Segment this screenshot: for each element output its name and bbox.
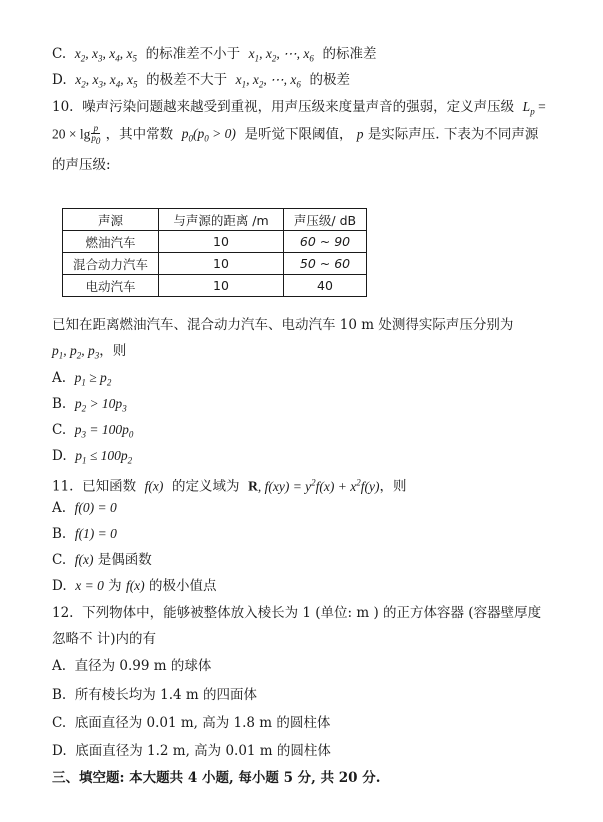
table-header: 声源 [63, 209, 159, 231]
math-expr: $x_1$, $x_2$, ⋯, $x_6$ [248, 46, 314, 64]
table-row [63, 231, 367, 253]
option-a-q11: A. f(0) = 0 [52, 500, 117, 516]
question-10-after2: $p_1$, $p_2$, $p_3$，则 [52, 343, 127, 361]
option-a-q12: A. 直径为 0.99 m 的球体 [52, 658, 212, 674]
option-a-q10: A. $p_1 \ge p_2$ [52, 370, 112, 388]
table-cell: 燃油汽车 [63, 231, 159, 253]
question-12-line1: 12. 下列物体中，能够被整体放入棱长为 1 (单位: m ) 的正方体容器 (容器壁厚度 [52, 605, 542, 621]
table-cell: 40 [284, 275, 367, 297]
option-c-q11: C. f(x) 是偶函数 [52, 552, 152, 568]
question-10-after1: 已知在距离燃油汽车、混合动力汽车、电动汽车 10 m 处测得实际声压分别为 [52, 317, 514, 333]
option-b-q12: B. 所有棱长均为 1.4 m 的四面体 [52, 687, 257, 703]
table-row [63, 275, 367, 297]
table-row [63, 253, 367, 275]
question-10-line1: 10. 噪声污染问题越来越受到重视，用声压级来度量声音的强弱，定义声压级 $L_p$ = [52, 99, 546, 117]
table-cell: 10 [159, 231, 284, 253]
option-c-q12: C. 底面直径为 0.01 m, 高为 1.8 m 的圆柱体 [52, 715, 331, 731]
table-cell: 60 ~ 90 [284, 231, 367, 253]
table-cell: 50 ~ 60 [284, 253, 367, 275]
option-c-prev: C. $x_2$, $x_3$, $x_4$, $x_5$ 的标准差不小于 $x_1$, $x_2$, ⋯, $x_6$ 的标准差 [52, 46, 377, 64]
option-d-q10: D. $p_1 \le 100p_2$ [52, 448, 133, 466]
section-heading: 三、填空题: 本大题共 4 小题, 每小题 5 分, 共 20 分. [52, 770, 381, 786]
table-header-row [63, 209, 367, 231]
question-10-line3: 的声压级: [52, 157, 111, 173]
option-b-q10: B. $p_2 > 10p_3$ [52, 396, 127, 414]
option-d-q11: D. x = 0 为 f(x) 的极小值点 [52, 578, 217, 594]
table-header: 与声源的距离 /m [159, 209, 284, 231]
question-12-line2: 忽略不 计)内的有 [52, 631, 157, 647]
option-d-q12: D. 底面直径为 1.2 m, 高为 0.01 m 的圆柱体 [52, 743, 331, 759]
table-cell: 混合动力汽车 [63, 253, 159, 275]
math-expr: $x_2$, $x_3$, $x_4$, $x_5$ [75, 72, 138, 90]
question-10-line2: 20 × lg $\frac{p}{p_0}$ ，其中常数 $p_0(p_0 > 0)$ 是听觉下限阈值， p 是实际声压. 下表为不同声源 [52, 123, 539, 146]
table-cell: 10 [159, 253, 284, 275]
option-b-q11: B. f(1) = 0 [52, 526, 117, 542]
table-cell: 电动汽车 [63, 275, 159, 297]
option-c-q10: C. $p_3 = 100p_0$ [52, 422, 134, 440]
question-11: 11. 已知函数 f(x) 的定义域为 R, $f(xy) = y^2f(x) + x^2f(y)$，则 [52, 477, 407, 495]
option-d-prev: D. $x_2$, $x_3$, $x_4$, $x_5$ 的极差不大于 $x_1$, $x_2$, ⋯, $x_6$ 的极差 [52, 72, 351, 90]
table-header: 声压级/ dB [284, 209, 367, 231]
sound-level-table [62, 208, 367, 297]
math-expr: $x_1$, $x_2$, ⋯, $x_6$ [235, 72, 301, 90]
table-cell: 10 [159, 275, 284, 297]
math-expr: $x_2$, $x_3$, $x_4$, $x_5$ [74, 46, 137, 64]
